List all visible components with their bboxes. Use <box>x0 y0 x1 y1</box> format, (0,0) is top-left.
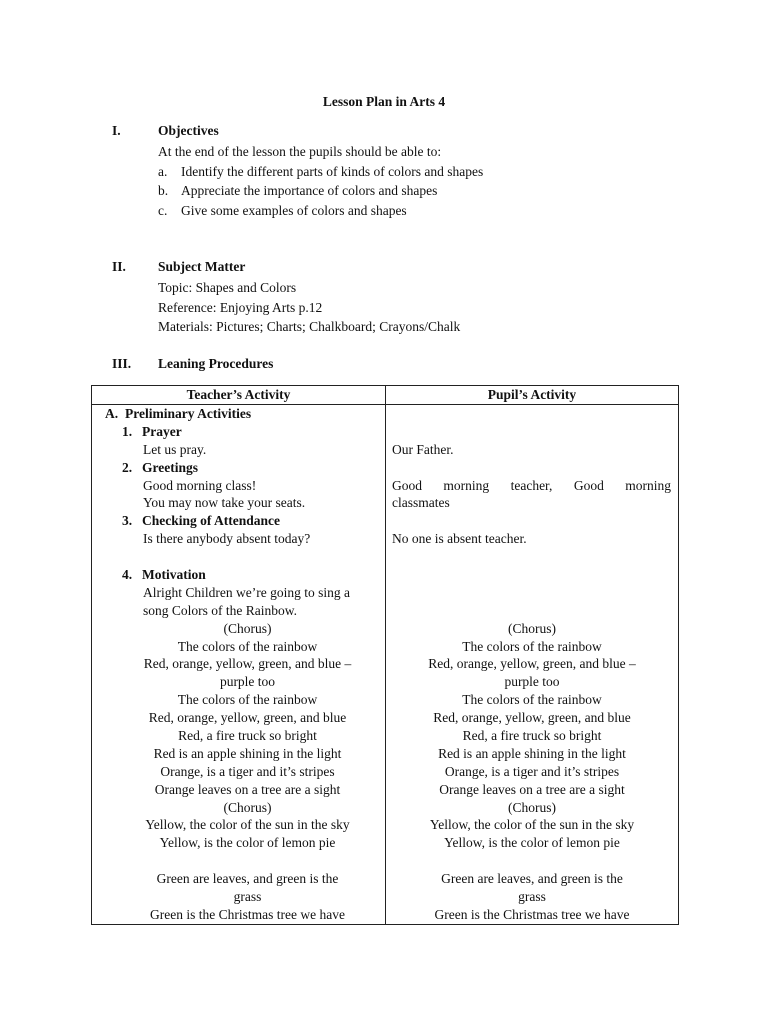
song-lyric-line: The colors of the rainbow <box>177 692 318 708</box>
teacher-activity-cell <box>92 405 386 925</box>
pupil-word: Good <box>392 477 422 493</box>
step-title: Checking of Attendance <box>142 513 280 529</box>
step-title: Greetings <box>142 459 198 475</box>
section-numeral: III. <box>112 356 132 371</box>
pupil-word: morning <box>443 477 490 493</box>
song-lyric-line: Green is the Christmas tree we have <box>150 906 345 922</box>
section-title: Leaning Procedures <box>158 356 274 371</box>
song-lyric-line: The colors of the rainbow <box>462 692 602 708</box>
materials-line: Materials: Pictures; Charts; Chalkboard; Crayons/Chalk <box>158 319 461 334</box>
step-number: A. <box>105 406 119 421</box>
song-lyric-line: grass <box>518 889 546 905</box>
song-lyric-line: grass <box>233 889 262 905</box>
activity-step-heading <box>92 423 385 441</box>
step-number: 3. <box>122 513 133 529</box>
song-lyric-line: Red is an apple shining in the light <box>438 745 626 761</box>
objectives-section <box>112 123 712 220</box>
teacher-line: You may now take your seats. <box>143 495 306 511</box>
document-title: Lesson Plan in Arts 4 <box>322 94 446 109</box>
step-title: Prayer <box>142 423 182 439</box>
table-row <box>92 405 679 925</box>
song-lyric-line: purple too <box>504 674 560 690</box>
pupil-line <box>386 548 678 566</box>
procedures-section <box>112 356 712 375</box>
pupil-line <box>386 405 678 423</box>
step-number: 4. <box>122 567 133 583</box>
objective-item <box>158 201 712 221</box>
song-lyric-line <box>92 852 385 870</box>
item-letter: a. <box>158 163 168 179</box>
song-lyric-line: Red is an apple shining in the light <box>153 745 342 761</box>
section-numeral: II. <box>112 259 126 274</box>
objective-item <box>158 162 712 182</box>
song-lyric-line: Red, a fire truck so bright <box>462 728 602 744</box>
pupil-line: classmates <box>392 495 450 511</box>
song-lyric-line: The colors of the rainbow <box>462 638 602 654</box>
step-number: 1. <box>122 423 133 439</box>
teacher-line: Is there anybody absent today? <box>143 531 311 547</box>
table-header-row <box>92 386 679 405</box>
pupil-line <box>386 602 678 620</box>
teacher-line: Good morning class! <box>143 477 257 493</box>
section-title: Objectives <box>158 123 219 138</box>
reference-line: Reference: Enjoying Arts p.12 <box>158 299 323 315</box>
step-number: 2. <box>122 459 133 475</box>
song-lyric-line <box>386 852 678 870</box>
song-lyric-line: (Chorus) <box>508 799 556 815</box>
pupil-word: morning <box>625 477 671 493</box>
activity-step-heading <box>92 459 385 477</box>
item-letter: b. <box>158 183 169 198</box>
pupil-activity-header: Pupil’s Activity <box>386 386 679 405</box>
activity-step-heading <box>92 566 385 584</box>
pupil-word: Good <box>573 477 604 493</box>
song-lyric-line: Orange, is a tiger and it’s stripes <box>160 763 335 779</box>
activity-step-heading <box>92 512 385 530</box>
song-lyric-line: (Chorus) <box>223 799 272 815</box>
teacher-activity-header: Teacher’s Activity <box>92 386 386 405</box>
song-lyric-line: (Chorus) <box>508 620 556 636</box>
item-text: Identify the different parts of kinds of colors and shapes <box>181 163 484 179</box>
pupil-line <box>386 512 678 530</box>
song-lyric-line: purple too <box>219 674 276 690</box>
song-lyric-line: Red, orange, yellow, green, and blue – <box>143 656 352 672</box>
item-text: Give some examples of colors and shapes <box>181 202 407 218</box>
procedures-table <box>91 385 679 925</box>
song-lyric-line: Orange leaves on a tree are a sight <box>154 781 341 797</box>
activity-part-heading <box>92 405 385 423</box>
pupil-line <box>386 423 678 441</box>
song-lyric-line: Green is the Christmas tree we have <box>434 906 630 922</box>
song-lyric-line: Yellow, the color of the sun in the sky <box>429 817 635 833</box>
topic-line: Topic: Shapes and Colors <box>158 280 297 295</box>
item-letter: c. <box>158 202 168 218</box>
teacher-line: song Colors of the Rainbow. <box>143 602 297 618</box>
song-lyric-line: Red, a fire truck so bright <box>178 728 317 744</box>
step-title: Preliminary Activities <box>125 406 252 421</box>
objectives-heading <box>112 123 712 142</box>
teacher-line: Alright Children we’re going to sing a <box>143 584 350 600</box>
pupil-line <box>386 566 678 584</box>
song-lyric-line: Green are leaves, and green is the <box>156 871 339 887</box>
song-lyric-line: Red, orange, yellow, green, and blue <box>433 710 631 726</box>
song-lyric-line: Yellow, the color of the sun in the sky <box>145 817 350 833</box>
objective-item <box>158 181 712 201</box>
song-lyric-line: Yellow, is the color of lemon pie <box>444 835 620 851</box>
song-lyric-line: Red, orange, yellow, green, and blue <box>148 710 347 726</box>
pupil-line: Our Father. <box>392 441 454 457</box>
teacher-line: Let us pray. <box>143 441 207 457</box>
subject-matter-section <box>112 259 712 337</box>
teacher-line <box>92 548 385 566</box>
pupil-activity-cell <box>386 405 679 925</box>
objectives-intro: At the end of the lesson the pupils should be able to: <box>158 144 442 159</box>
procedures-heading <box>112 356 712 375</box>
pupil-word: teacher, <box>510 477 553 493</box>
pupil-line <box>386 584 678 602</box>
pupil-line <box>386 459 678 477</box>
pupil-line: No one is absent teacher. <box>392 531 527 547</box>
song-lyric-line: Red, orange, yellow, green, and blue – <box>428 656 636 672</box>
section-title: Subject Matter <box>158 259 246 274</box>
section-numeral: I. <box>112 123 121 138</box>
item-text: Appreciate the importance of colors and shapes <box>181 183 438 198</box>
pupil-line <box>386 477 678 495</box>
subject-matter-heading <box>112 259 712 278</box>
song-lyric-line: Orange leaves on a tree are a sight <box>439 781 625 797</box>
song-lyric-line: (Chorus) <box>223 620 272 636</box>
song-lyric-line: Orange, is a tiger and it’s stripes <box>444 763 620 779</box>
song-lyric-line: The colors of the rainbow <box>177 638 318 654</box>
song-lyric-line: Yellow, is the color of lemon pie <box>159 835 336 851</box>
song-lyric-line: Green are leaves, and green is the <box>441 871 623 887</box>
step-title: Motivation <box>142 567 206 583</box>
